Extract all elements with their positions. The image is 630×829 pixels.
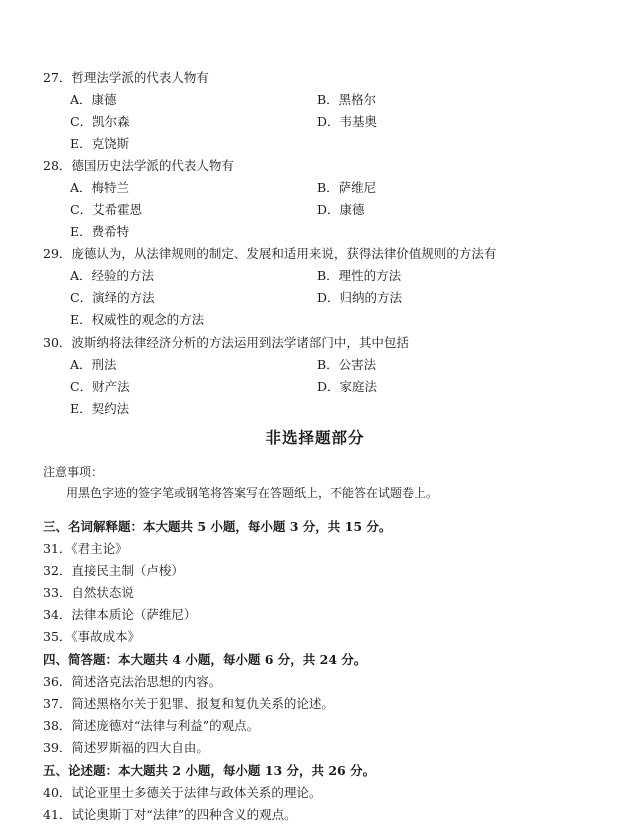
question-27-option-a: A．康德 xyxy=(70,92,117,107)
question-27-option-b: B．黑格尔 xyxy=(317,92,377,107)
notice-text: 用黑色字迹的签字笔或钢笔将答案写在答题纸上，不能答在试题卷上。 xyxy=(66,486,439,500)
question-39: 39．简述罗斯福的四大自由。 xyxy=(43,740,209,755)
question-37: 37．简述黑格尔关于犯罪、报复和复仇关系的论述。 xyxy=(43,696,334,711)
question-35: 35．《事故成本》 xyxy=(43,629,141,644)
question-32: 32．直接民主制（卢梭） xyxy=(43,563,184,578)
question-29-option-e: E．权威性的观念的方法 xyxy=(70,312,205,327)
question-28-stem: 28．德国历史法学派的代表人物有 xyxy=(43,158,234,173)
question-29-option-a: A．经验的方法 xyxy=(70,268,155,283)
question-30-option-d: D．家庭法 xyxy=(317,379,378,394)
question-29-option-b: B．理性的方法 xyxy=(317,268,402,283)
notice-label: 注意事项： xyxy=(43,465,104,479)
question-27-option-d: D．韦基奥 xyxy=(317,114,378,129)
question-38: 38．简述庞德对“法律与利益”的观点。 xyxy=(43,718,260,733)
question-33: 33．自然状态说 xyxy=(43,585,134,600)
question-28-option-d: D．康德 xyxy=(317,202,365,217)
question-28-option-b: B．萨维尼 xyxy=(317,180,377,195)
question-27-option-e: E．克饶斯 xyxy=(70,136,130,151)
question-41: 41．试论奥斯丁对“法律”的四种含义的观点。 xyxy=(43,807,297,822)
question-28-option-e: E．费希特 xyxy=(70,224,130,239)
question-40: 40．试论亚里士多德关于法律与政体关系的理论。 xyxy=(43,785,322,800)
section-4-heading: 四、简答题：本大题共 4 小题，每小题 6 分，共 24 分。 xyxy=(43,652,367,667)
question-27-stem: 27．哲理法学派的代表人物有 xyxy=(43,70,209,85)
question-27-option-c: C．凯尔森 xyxy=(70,114,130,129)
question-36: 36．简述洛克法治思想的内容。 xyxy=(43,674,222,689)
question-30-stem: 30．波斯纳将法律经济分析的方法运用到法学诸部门中，其中包括 xyxy=(43,335,409,350)
question-31: 31．《君主论》 xyxy=(43,541,128,556)
question-28-option-a: A．梅特兰 xyxy=(70,180,130,195)
question-29-option-d: D．归纳的方法 xyxy=(317,290,403,305)
part-title: 非选择题部分 xyxy=(265,429,365,447)
question-34: 34．法律本质论（萨维尼） xyxy=(43,607,197,622)
question-30-option-b: B．公害法 xyxy=(317,357,377,372)
question-29-stem: 29．庞德认为，从法律规则的制定、发展和适用来说，获得法律价值规则的方法有 xyxy=(43,246,497,261)
question-29-option-c: C．演绎的方法 xyxy=(70,290,155,305)
question-28-option-c: C．艾希霍恩 xyxy=(70,202,143,217)
section-5-heading: 五、论述题：本大题共 2 小题，每小题 13 分，共 26 分。 xyxy=(43,763,376,778)
question-30-option-a: A．刑法 xyxy=(70,357,117,372)
section-3-heading: 三、名词解释题：本大题共 5 小题，每小题 3 分，共 15 分。 xyxy=(43,519,392,534)
question-30-option-e: E．契约法 xyxy=(70,401,130,416)
question-30-option-c: C．财产法 xyxy=(70,379,130,394)
